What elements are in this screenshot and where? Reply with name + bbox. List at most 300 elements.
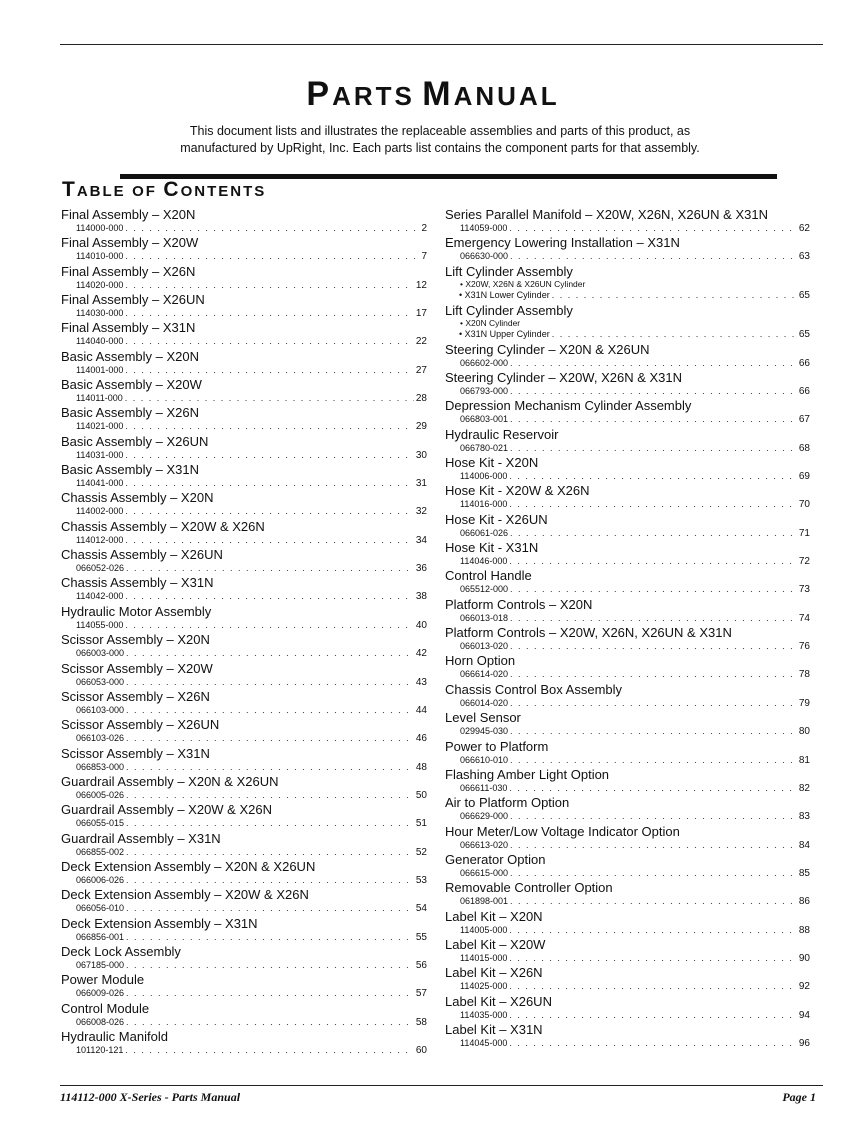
toc-entry-leader-row [445,782,810,795]
toc-entry-page: 71 [798,527,810,539]
toc-entry-title: Steering Cylinder – X20N & X26UN [445,341,650,357]
intro-line-2: manufactured by UpRight, Inc. Each parts list contains the component parts for that assembly. [180,141,700,155]
dot-leader [125,392,414,404]
toc-entry-title: Control Handle [445,568,532,584]
toc-entry-leader-row [61,676,427,689]
dot-leader [509,1037,796,1049]
toc-entry-page: 80 [798,726,810,738]
dot-leader [509,222,796,234]
toc-entry[interactable] [61,690,427,718]
footer-document-id: 114112-000 X-Series - Parts Manual [60,1090,241,1104]
toc-entry-leader-row [445,328,810,341]
toc-entry-title: Label Kit – X26N [445,965,543,981]
toc-entry-title: Deck Extension Assembly – X20N & X26UN [61,858,316,874]
toc-entry-title: Horn Option [445,653,516,669]
toc-entry[interactable] [445,265,810,304]
toc-entry-title: Chassis Assembly – X20W & X26N [61,518,265,534]
dot-leader [125,420,413,432]
toc-entry-title: Basic Assembly – X20W [61,377,202,393]
toc-entry-title: Basic Assembly – X26UN [61,433,209,449]
toc-entry-leader-row [445,668,810,681]
toc-entry-part-number: 066052-026 [76,563,125,574]
toc-entry-page: 40 [415,619,427,631]
toc-entry-title: Lift Cylinder Assembly [445,302,573,318]
toc-entry-page: 82 [798,782,810,794]
toc-entry-page: 69 [798,471,810,483]
toc-entry-page: 90 [798,952,810,964]
toc-entry[interactable] [445,995,810,1023]
toc-entry[interactable] [61,378,427,406]
dot-leader [126,987,414,999]
toc-entry[interactable] [445,711,810,739]
toc-entry-leader-row [445,250,810,263]
toc-entry-title: Deck Extension Assembly – X31N [61,915,258,931]
title-initial-1: P [306,75,333,113]
toc-entry-part-number: 066611-030 [460,782,508,793]
toc-entry-leader-row [445,555,810,568]
dot-leader [510,250,797,262]
toc-entry[interactable] [445,399,810,427]
toc-entry-leader-row [61,279,427,292]
toc-entry-leader-row [61,307,427,320]
toc-entry-page: 66 [798,386,810,398]
toc-entry-leader-row [445,1009,810,1022]
toc-entry-part-number: 114001-000 [76,364,124,375]
toc-entry[interactable] [61,775,427,803]
toc-entry-page: 76 [798,641,810,653]
footer-rule [60,1085,823,1086]
toc-entry[interactable] [61,350,427,378]
toc-entry-page: 29 [415,421,427,433]
dot-leader [510,697,797,709]
toc-entry-leader-row [445,895,810,908]
dot-leader [125,590,413,602]
toc-entry-title: Emergency Lowering Installation – X31N [445,235,680,251]
toc-entry[interactable] [61,576,427,604]
toc-entry-part-number: 066613-020 [460,839,509,850]
toc-entry-title: Final Assembly – X26N [61,263,196,279]
toc-entry-part-number: 066009-026 [76,988,125,999]
dot-leader [510,527,797,539]
toc-entry-part-number: 067185-000 [76,959,125,970]
toc-entry-leader-row [61,619,427,632]
toc-entry-part-number: 066103-026 [76,733,125,744]
toc-entry-title: Level Sensor [445,710,521,726]
dot-leader [125,449,413,461]
toc-entry-part-number: 114030-000 [76,308,124,319]
toc-entry-leader-row [61,250,427,263]
dot-leader [510,810,797,822]
dot-leader [509,782,796,794]
toc-entry[interactable] [445,1023,810,1051]
dot-leader [552,289,797,301]
title-initial-2: M [422,75,454,113]
toc-entry[interactable] [61,860,427,888]
page-title [0,74,866,121]
toc-entry-leader-row [61,590,427,603]
dot-leader [126,676,414,688]
toc-entry-page: 70 [798,499,810,511]
toc-entry[interactable] [61,520,427,548]
toc-entry-title: Label Kit – X20N [445,908,543,924]
toc-entry-title: Control Module [61,1000,150,1016]
toc-entry-page: 74 [798,612,810,624]
toc-entry-leader-row [445,612,810,625]
dot-leader [510,385,797,397]
dot-leader [125,477,413,489]
toc-entry[interactable] [61,491,427,519]
toc-entry-page: 43 [415,676,427,688]
toc-entry-part-number: 066061-026 [460,527,509,538]
dot-leader [509,924,796,936]
toc-entry-page: 57 [415,988,427,1000]
toc-entry-leader-row [61,562,427,575]
toc-entry-part-number: 114020-000 [76,279,124,290]
toc-entry-page: 36 [415,563,427,575]
dot-leader [126,959,414,971]
toc-entry[interactable] [445,569,810,597]
toc-entry-title: Scissor Assembly – X20W [61,660,213,676]
toc-entry-title: Hydraulic Reservoir [445,426,559,442]
toc-entry-part-number: 066053-000 [76,676,125,687]
dot-leader [125,250,419,262]
toc-entry-leader-row [61,959,427,972]
title-rest-2: ANUAL [453,81,560,111]
toc-entry[interactable] [61,633,427,661]
toc-entry[interactable] [445,966,810,994]
toc-entry-part-number: 066008-026 [76,1016,125,1027]
toc-entry-title: Label Kit – X20W [445,936,546,952]
toc-entry-page: 94 [798,1009,810,1021]
toc-entry-part-number: 101120-121 [76,1044,124,1055]
toc-entry-page: 60 [415,1044,427,1056]
toc-entry-part-number: 066793-000 [460,386,509,397]
dot-leader [509,952,796,964]
dot-leader [125,335,413,347]
dot-leader [126,647,414,659]
dot-leader [509,498,796,510]
toc-entry-part-number: 114012-000 [76,534,124,545]
toc-entry-part-number: 065512-000 [460,584,509,595]
toc-entry-page: 85 [798,867,810,879]
dot-leader [125,307,413,319]
toc-entry-leader-row [61,647,427,660]
toc-entry[interactable] [61,1002,427,1030]
toc-entry-part-number: 061898-001 [460,896,509,907]
toc-entry-part-number: 066056-010 [76,903,125,914]
dot-leader [125,279,413,291]
toc-entry[interactable] [445,740,810,768]
dot-leader [125,222,419,234]
toc-entry[interactable] [445,683,810,711]
dot-leader [509,470,796,482]
toc-entry-part-number: 066602-000 [460,357,509,368]
toc-entry-title: Basic Assembly – X20N [61,348,200,364]
toc-entry-page: 65 [798,328,810,340]
toc-entry-title: Power Module [61,972,145,988]
dot-leader [126,902,414,914]
toc-entry-part-number: 066003-000 [76,648,125,659]
toc-column-left [61,208,427,1058]
toc-entry-subitem: • X20W, X26N & X26UN Cylinder [460,278,586,289]
toc-entry-page: 46 [415,733,427,745]
toc-entry-page: 34 [415,534,427,546]
toc-entry[interactable] [61,463,427,491]
toc-entry-title: Hour Meter/Low Voltage Indicator Option [445,823,680,839]
toc-entry[interactable] [445,626,810,654]
dot-leader [125,505,413,517]
toc-entry-page: 30 [415,449,427,461]
toc-entry-leader-row [61,931,427,944]
toc-entry-title: Final Assembly – X20W [61,235,199,251]
toc-entry-title: Scissor Assembly – X26UN [61,717,220,733]
toc-entry-leader-row [445,527,810,540]
toc-entry[interactable] [445,343,810,371]
toc-entry-leader-row [61,987,427,1000]
toc-entry-subitem: • X20N Cylinder [460,317,521,328]
toc-entry-title: Label Kit – X26UN [445,993,552,1009]
toc-entry-title: Chassis Assembly – X26UN [61,547,223,563]
toc-entry[interactable] [61,747,427,775]
toc-entry-page: 2 [421,223,427,234]
toc-entry-leader-row [445,952,810,965]
toc-entry-leader-row [61,732,427,745]
top-rule [60,44,823,45]
dot-leader [510,895,797,907]
dot-leader [510,839,797,851]
toc-entry-leader-row [61,392,427,405]
toc-entry[interactable] [445,796,810,824]
toc-entry[interactable] [61,435,427,463]
toc-entry-part-number: 114011-000 [76,393,123,404]
toc-entry-part-number: 066803-001 [460,414,509,425]
toc-entry[interactable] [445,654,810,682]
toc-entry-page: 17 [415,308,427,320]
toc-entry[interactable] [61,832,427,860]
toc-entry-page: 27 [415,364,427,376]
toc-entry-leader-row [445,725,810,738]
dot-leader [126,874,414,886]
toc-entry[interactable] [61,1030,427,1058]
toc-entry-part-number: 066006-026 [76,874,125,885]
toc-entry-leader-row [61,222,427,235]
toc-heading [62,178,266,204]
toc-entry-leader-row [61,534,427,547]
toc-entry-leader-row [445,810,810,823]
toc-entry-page: 50 [415,789,427,801]
toc-entry-part-number: 029945-030 [460,726,509,737]
toc-entry[interactable] [61,605,427,633]
toc-entry-title: Hose Kit - X26UN [445,511,548,527]
dot-leader [126,789,414,801]
toc-entry-leader-row [61,761,427,774]
toc-entry[interactable] [445,768,810,796]
toc-entry-page: 52 [415,846,427,858]
toc-entry[interactable] [445,304,810,343]
dot-leader [126,931,414,943]
toc-entry[interactable] [61,662,427,690]
toc-entry-title: Generator Option [445,851,546,867]
toc-entry[interactable] [61,917,427,945]
toc-entry-page: 84 [798,839,810,851]
toc-entry-title: Deck Lock Assembly [61,943,181,959]
toc-entry-title: Scissor Assembly – X26N [61,688,210,704]
dot-leader [509,555,796,567]
toc-entry[interactable] [445,513,810,541]
toc-entry-part-number: 066013-020 [460,641,509,652]
toc-entry-page: 54 [415,903,427,915]
dot-leader [126,817,414,829]
toc-entry-part-number: 114006-000 [460,471,508,482]
dot-leader [126,1016,414,1028]
toc-entry-leader-row [61,789,427,802]
toc-entry[interactable] [61,718,427,746]
dot-leader [126,732,414,744]
dot-leader [510,640,797,652]
toc-entry-leader-row [445,583,810,596]
toc-entry-page: 63 [798,251,810,263]
toc-entry-page: 72 [798,556,810,568]
toc-entry-page: 66 [798,357,810,369]
toc-entry-page: 96 [798,1037,810,1049]
toc-entry-leader-row [61,449,427,462]
toc-entry[interactable] [61,321,427,349]
toc-entry-title: Hose Kit - X20W & X26N [445,483,590,499]
toc-entry[interactable] [445,428,810,456]
toc-entry-title: Scissor Assembly – X20N [61,632,210,648]
toc-entry-part-number: 066014-020 [460,697,509,708]
toc-entry-page: 78 [798,669,810,681]
toc-entry-page: 86 [798,896,810,908]
toc-entry[interactable] [445,371,810,399]
dot-leader [510,725,797,737]
toc-entry-leader-row [61,477,427,490]
toc-entry-leader-row [445,867,810,880]
dot-leader [510,754,797,766]
dot-leader [126,846,414,858]
toc-entry-title: Removable Controller Option [445,880,613,896]
dot-leader [126,562,414,574]
toc-entry-page: 28 [415,393,427,405]
toc-entry-part-number: 114040-000 [76,336,124,347]
toc-entry-part-number: 114031-000 [76,449,124,460]
toc-entry-part-number: 114041-000 [76,478,124,489]
toc-entry-leader-row [61,874,427,887]
toc-entry-leader-row [61,335,427,348]
toc-entry[interactable] [445,910,810,938]
toc-entry-part-number: 066614-020 [460,669,509,680]
toc-entry-title: Chassis Assembly – X20N [61,490,214,506]
toc-entry[interactable] [61,265,427,293]
toc-entry-part-number: 066103-000 [76,704,125,715]
toc-entry-title: Guardrail Assembly – X20N & X26UN [61,773,279,789]
toc-entry-part-number: 114016-000 [460,499,508,510]
dot-leader [510,867,797,879]
toc-entry[interactable] [445,881,810,909]
toc-column-right [445,208,810,1051]
toc-entry-part-number: 066856-001 [76,931,125,942]
toc-entry-part-number: 114002-000 [76,506,124,517]
toc-entry-title: Hydraulic Motor Assembly [61,603,212,619]
toc-heading-initial-2: C [163,178,181,201]
toc-entry-page: 62 [798,223,810,234]
toc-entry-part-number: 066615-000 [460,867,509,878]
toc-entry-title: Hydraulic Manifold [61,1028,168,1044]
toc-heading-initial-1: T [62,178,77,201]
toc-entry[interactable] [61,803,427,831]
toc-entry[interactable] [61,548,427,576]
toc-entry[interactable] [445,825,810,853]
toc-entry-page: 83 [798,811,810,823]
toc-entry-part-number: 114046-000 [460,556,508,567]
toc-entry-title: Deck Extension Assembly – X20W & X26N [61,887,309,903]
dot-leader [509,1009,796,1021]
toc-entry-title: Power to Platform [445,738,549,754]
toc-entry-title: Series Parallel Manifold – X20W, X26N, X26UN & X31N [445,207,768,222]
toc-entry-part-number: 066005-026 [76,789,125,800]
toc-entry[interactable] [61,945,427,973]
toc-entry-title: Basic Assembly – X31N [61,462,200,478]
toc-entry[interactable] [445,938,810,966]
toc-entry[interactable] [445,456,810,484]
toc-entry-subitem: • X31N Lower Cylinder [459,289,550,300]
toc-entry-leader-row [445,754,810,767]
toc-entry-part-number: 114035-000 [460,1009,508,1020]
toc-entry-part-number: 114059-000 [460,223,508,233]
toc-entry-part-number: 114015-000 [460,952,508,963]
toc-heading-rest-2: ONTENTS [180,183,267,200]
toc-entry-page: 51 [415,818,427,830]
toc-entry-title: Depression Mechanism Cylinder Assembly [445,398,692,414]
toc-entry-page: 22 [415,336,427,348]
toc-entry-leader-row [445,640,810,653]
toc-entry-part-number: 066855-002 [76,846,125,857]
dot-leader [125,1044,413,1056]
toc-entry-leader-row [61,704,427,717]
toc-entry[interactable] [61,236,427,264]
toc-entry-leader-row [61,505,427,518]
dot-leader [125,534,413,546]
toc-entry-title: Steering Cylinder – X20W, X26N & X31N [445,370,683,386]
toc-entry[interactable] [445,208,810,236]
toc-entry[interactable] [445,484,810,512]
toc-entry-page: 55 [415,931,427,943]
dot-leader [510,357,797,369]
toc-entry-title: Flashing Amber Light Option [445,766,610,782]
toc-entry-part-number: 066630-000 [460,251,509,262]
toc-entry-part-number: 114045-000 [460,1037,508,1048]
toc-entry-title: Hose Kit - X31N [445,540,539,556]
dot-leader [510,413,797,425]
toc-entry[interactable] [445,598,810,626]
toc-entry[interactable] [61,888,427,916]
toc-entry-leader-row [445,442,810,455]
toc-entry[interactable] [445,236,810,264]
toc-entry-leader-row [61,1016,427,1029]
toc-entry[interactable] [445,541,810,569]
toc-entry[interactable] [61,293,427,321]
toc-entry-title: Air to Platform Option [445,795,570,811]
toc-entry-title: Basic Assembly – X26N [61,405,200,421]
toc-entry-part-number: 066853-000 [76,761,125,772]
toc-entry-part-number: 066055-015 [76,818,125,829]
toc-entry[interactable] [61,973,427,1001]
toc-entry-leader-row [445,980,810,993]
toc-entry[interactable] [61,406,427,434]
toc-entry[interactable] [445,853,810,881]
toc-entry-leader-row [445,924,810,937]
toc-entry[interactable] [61,208,427,236]
